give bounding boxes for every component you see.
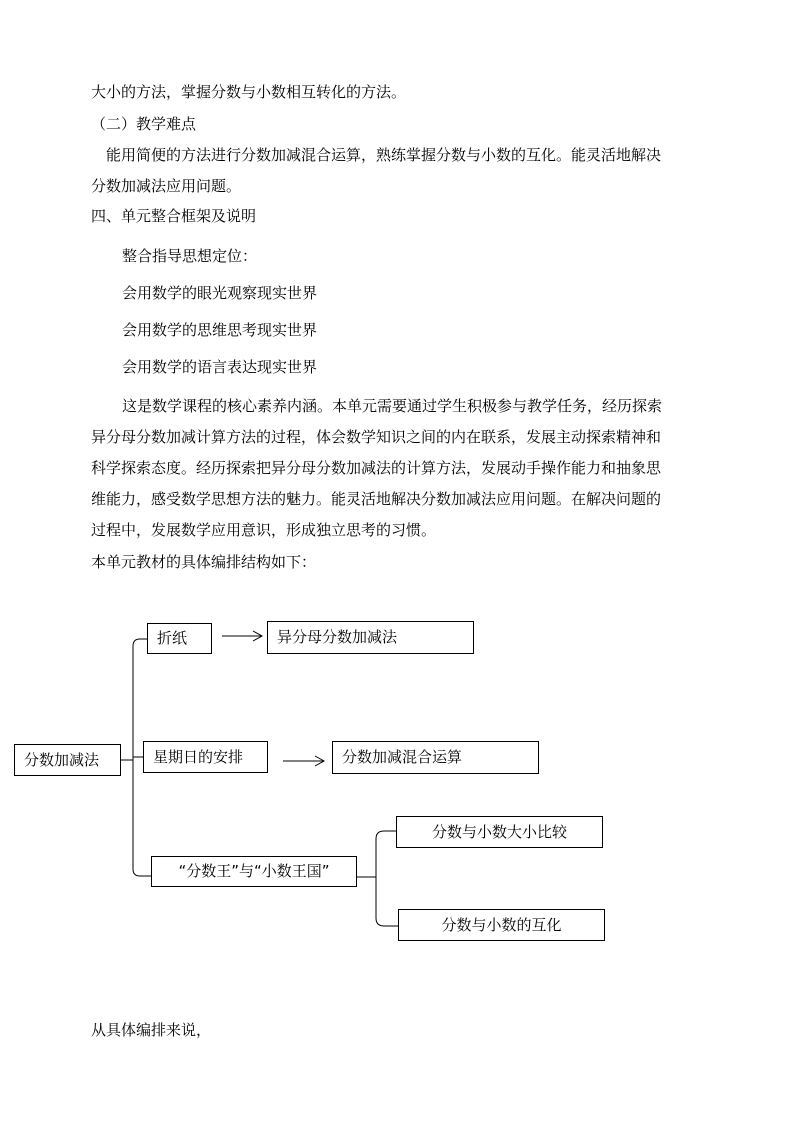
paragraph-line: 分数加减法应用问题。: [91, 177, 242, 195]
section-heading-unit-framework: 四、单元整合框架及说明: [91, 207, 257, 225]
paragraph-line: 大小的方法，掌握分数与小数相互转化的方法。: [91, 83, 407, 101]
paragraph-line: 异分母分数加减计算方法的过程，体会数学知识之间的内在联系，发展主动探索精神和: [91, 428, 662, 446]
paragraph-line: 本单元教材的具体编排结构如下：: [91, 553, 317, 571]
diagram-node-branch-1-result: 异分母分数加减法: [267, 621, 474, 654]
paragraph-line: 能用简便的方法进行分数加减混合运算，熟练掌握分数与小数的互化。能灵活地解决: [106, 146, 662, 164]
paragraph-line: 会用数学的语言表达现实世界: [122, 358, 318, 376]
diagram-node-branch-3: “分数王”与“小数王国”: [151, 856, 357, 887]
paragraph-line: 会用数学的眼光观察现实世界: [122, 284, 318, 302]
diagram-node-branch-2: 星期日的安排: [143, 741, 268, 773]
diagram-node-root: 分数加减法: [14, 744, 121, 776]
arrow-head-icon: [253, 631, 262, 641]
diagram-node-branch-1: 折纸: [147, 623, 212, 654]
paragraph-line: 这是数学课程的核心素养内涵。本单元需要通过学生积极参与教学任务，经历探索: [122, 397, 663, 415]
diagram-node-branch-3-result-b: 分数与小数的互化: [398, 909, 605, 941]
sub-bracket-line: [376, 831, 398, 926]
arrow-head-icon: [315, 756, 324, 766]
paragraph-line: 过程中，发展数学应用意识，形成独立思考的习惯。: [91, 521, 437, 539]
paragraph-line: 维能力，感受数学思想方法的魅力。能灵活地解决分数加减法应用问题。在解决问题的: [91, 490, 662, 508]
paragraph-line: 整合指导思想定位：: [122, 247, 258, 265]
diagram-node-branch-3-result-a: 分数与小数大小比较: [396, 816, 603, 848]
paragraph-line: 会用数学的思维思考现实世界: [122, 321, 318, 339]
section-heading-teaching-difficulty: （二）教学难点: [91, 115, 197, 133]
paragraph-line: 科学探索态度。经历探索把异分母分数加减法的计算方法，发展动手操作能力和抽象思: [91, 459, 662, 477]
paragraph-line: 从具体编排来说，: [91, 1021, 212, 1039]
diagram-node-branch-2-result: 分数加减混合运算: [332, 741, 539, 774]
